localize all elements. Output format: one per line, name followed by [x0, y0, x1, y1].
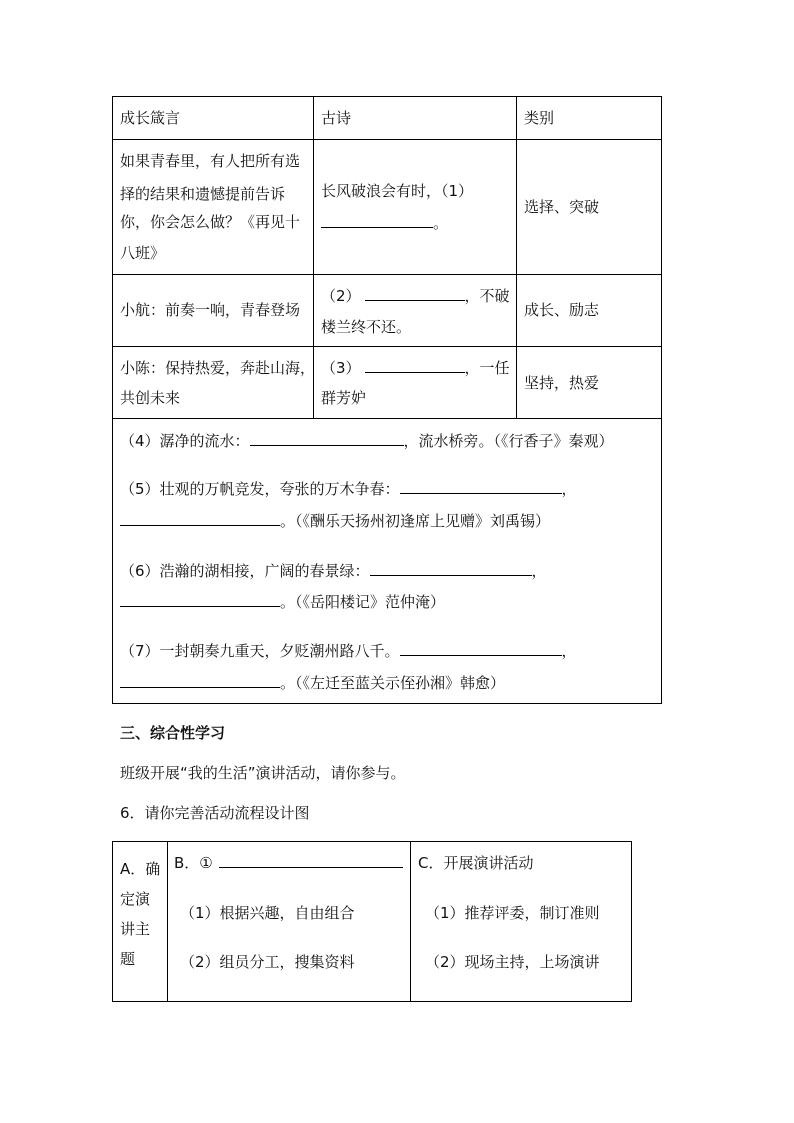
header-poem: 古诗 — [321, 109, 352, 127]
item-6-post: ， — [531, 562, 547, 580]
row1-motto-line1: 如果青春里，有人把所有选 — [120, 152, 301, 170]
header-category: 类别 — [524, 109, 555, 127]
item-5-line2 — [120, 504, 550, 538]
step-b-header — [174, 846, 403, 880]
answer-blank-5a[interactable] — [400, 477, 562, 494]
step-a-line3: 讲主 — [120, 920, 151, 938]
row3-poem-post: ，一任 — [464, 359, 510, 377]
answer-blank-4[interactable] — [250, 429, 404, 446]
item-7-pre: （7）一封朝奏九重天，夕贬潮州路八千。 — [120, 642, 400, 660]
header-motto: 成长箴言 — [120, 109, 181, 127]
item-5-line1 — [120, 472, 577, 506]
row1-motto-line2: 择的结果和遗憾提前告诉 — [120, 185, 286, 203]
answer-blank-6a[interactable] — [370, 559, 532, 576]
row1-poem-line1: 长风破浪会有时，（1） — [321, 182, 474, 200]
row3-poem-pre: （3） — [321, 359, 361, 377]
step-a-line4: 题 — [120, 950, 136, 968]
row2-poem-post: ，不破 — [464, 287, 510, 305]
item-5-pre: （5）壮观的万帆竞发，夸张的万木争春： — [120, 480, 400, 498]
row1-motto-line3: 你，你会怎么做？《再见十 — [120, 213, 301, 231]
step-c-label: C．开展演讲活动 — [418, 854, 534, 872]
item-7-post: ， — [561, 642, 577, 660]
item-4-line1 — [120, 424, 614, 458]
row2-poem-line2: 楼兰终不还。 — [321, 318, 412, 336]
item-5-tail: 。（《酬乐天扬州初逢席上见赠》刘禹锡） — [280, 512, 551, 530]
answer-blank-2[interactable] — [365, 284, 465, 301]
section-intro: 班级开展“我的生活”演讲活动，请你参与。 — [120, 764, 406, 782]
row2-category: 成长、励志 — [524, 301, 600, 319]
row1-poem-end: 。 — [433, 214, 449, 232]
item-6-pre: （6）浩瀚的湖相接，广阔的春景绿： — [120, 562, 370, 580]
answer-blank-3[interactable] — [365, 356, 465, 373]
item-6-line2 — [120, 585, 445, 619]
step-a-line2: 定演 — [120, 890, 151, 908]
item-6-line1 — [120, 554, 547, 588]
answer-blank-flow-1[interactable] — [219, 851, 403, 868]
row3-category: 坚持，热爱 — [524, 374, 600, 392]
step-a-line1: A．确 — [120, 860, 161, 878]
answer-blank-5b[interactable] — [120, 509, 280, 526]
answer-blank-6b[interactable] — [120, 590, 280, 607]
answer-blank-1[interactable] — [321, 211, 433, 228]
item-4-pre: （4）潺净的流水： — [120, 432, 250, 450]
step-b-item1: （1）根据兴趣，自由组合 — [180, 904, 355, 922]
answer-blank-7b[interactable] — [120, 671, 280, 688]
item-7-line2 — [120, 666, 505, 700]
row3-motto-line2: 共创未来 — [120, 389, 181, 407]
step-b-label: B．① — [174, 854, 213, 872]
step-c-item1: （1）推荐评委，制订准则 — [425, 904, 600, 922]
row2-poem-pre: （2） — [321, 287, 361, 305]
step-c-item2: （2）现场主持，上场演讲 — [425, 953, 600, 971]
section-heading: 三、综合性学习 — [120, 724, 226, 742]
row2-motto: 小航：前奏一响，青春登场 — [120, 301, 301, 319]
row3-poem-line1 — [321, 351, 510, 385]
item-7-tail: 。（《左迁至蓝关示侄孙湘》韩愈） — [280, 674, 506, 692]
item-7-line1 — [120, 634, 577, 668]
row1-category: 选择、突破 — [524, 198, 600, 216]
row2-poem-line1 — [321, 279, 510, 313]
item-4-post: ，流水桥旁。（《行香子》秦观） — [403, 432, 614, 450]
item-5-post: ， — [561, 480, 577, 498]
row1-poem-line2 — [321, 206, 448, 240]
row3-motto-line1: 小陈：保持热爱，奔赴山海， — [120, 359, 316, 377]
item-6-tail: 。（《岳阳楼记》范仲淹） — [280, 593, 446, 611]
question-6: 6．请你完善活动流程设计图 — [120, 804, 310, 822]
row1-motto-line4: 八班》 — [120, 244, 166, 262]
step-b-item2: （2）组员分工，搜集资料 — [180, 953, 355, 971]
answer-blank-7a[interactable] — [400, 639, 562, 656]
row3-poem-line2: 群芳妒 — [321, 389, 367, 407]
